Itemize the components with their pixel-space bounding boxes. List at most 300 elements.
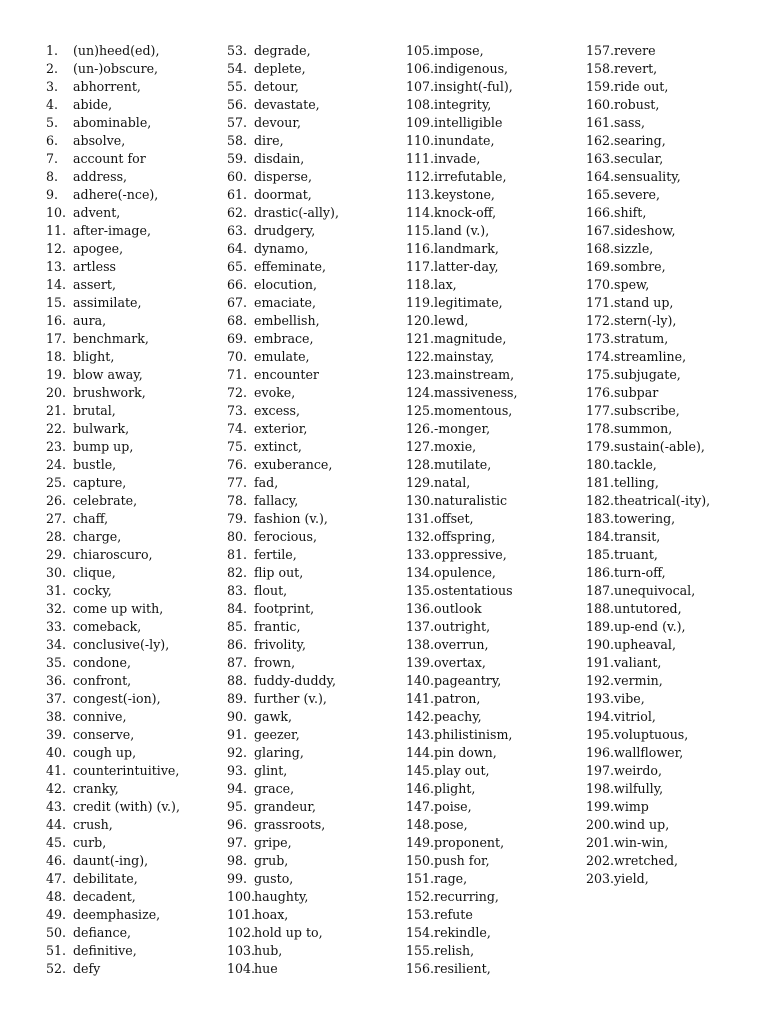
list-item — [46, 366, 180, 384]
item-number: 49. — [46, 907, 67, 922]
list-item — [406, 546, 518, 564]
list-item — [586, 294, 710, 312]
item-word: keystone, — [434, 187, 495, 202]
item-number: 178. — [586, 421, 615, 436]
list-item — [227, 852, 339, 870]
item-number: 149. — [406, 835, 435, 850]
item-word: up-end (v.), — [614, 619, 686, 634]
list-item — [227, 222, 339, 240]
list-item — [46, 168, 180, 186]
item-word: advent, — [73, 205, 121, 220]
item-word: streamline, — [614, 349, 687, 364]
item-word: conclusive(-ly), — [73, 637, 170, 652]
item-number: 103. — [227, 943, 256, 958]
item-word: wretched, — [614, 853, 679, 868]
item-word: chiaroscuro, — [73, 547, 153, 562]
item-word: cranky, — [73, 781, 119, 796]
item-number: 108. — [406, 97, 435, 112]
item-number: 185. — [586, 547, 615, 562]
item-word: weirdo, — [614, 763, 662, 778]
item-number: 198. — [586, 781, 615, 796]
item-word: wilfully, — [614, 781, 664, 796]
list-item — [227, 816, 339, 834]
item-number: 19. — [46, 367, 67, 382]
item-number: 127. — [406, 439, 435, 454]
item-number: 181. — [586, 475, 615, 490]
item-number: 151. — [406, 871, 435, 886]
list-item — [46, 834, 180, 852]
item-word: searing, — [614, 133, 666, 148]
item-number: 197. — [586, 763, 615, 778]
list-item — [406, 762, 518, 780]
item-number: 21. — [46, 403, 67, 418]
item-number: 34. — [46, 637, 67, 652]
list-item — [46, 492, 180, 510]
item-word: absolve, — [73, 133, 126, 148]
list-item — [406, 852, 518, 870]
item-word: moxie, — [434, 439, 477, 454]
item-word: artless — [73, 259, 116, 274]
item-number: 62. — [227, 205, 248, 220]
item-word: grace, — [254, 781, 295, 796]
item-word: clique, — [73, 565, 116, 580]
item-word: fallacy, — [254, 493, 299, 508]
item-word: stern(-ly), — [614, 313, 677, 328]
list-item — [586, 78, 710, 96]
item-word: dire, — [254, 133, 284, 148]
item-number: 119. — [406, 295, 435, 310]
item-number: 24. — [46, 457, 67, 472]
item-number: 203. — [586, 871, 615, 886]
list-item — [586, 114, 710, 132]
list-item — [406, 672, 518, 690]
item-word: landmark, — [434, 241, 499, 256]
item-number: 41. — [46, 763, 67, 778]
item-word: abide, — [73, 97, 113, 112]
item-word: telling, — [614, 475, 659, 490]
item-word: severe, — [614, 187, 661, 202]
item-number: 137. — [406, 619, 435, 634]
item-word: push for, — [434, 853, 490, 868]
item-number: 156. — [406, 961, 435, 976]
list-item — [227, 258, 339, 276]
word-column-3 — [406, 42, 518, 978]
list-item — [406, 78, 518, 96]
item-word: effeminate, — [254, 259, 326, 274]
list-item — [406, 942, 518, 960]
item-word: voluptuous, — [614, 727, 689, 742]
list-item — [227, 672, 339, 690]
item-word: pageantry, — [434, 673, 502, 688]
item-word: after-image, — [73, 223, 151, 238]
list-item — [406, 510, 518, 528]
list-item — [227, 492, 339, 510]
item-number: 157. — [586, 43, 615, 58]
item-word: magnitude, — [434, 331, 507, 346]
list-item — [46, 906, 180, 924]
item-number: 129. — [406, 475, 435, 490]
item-number: 12. — [46, 241, 67, 256]
item-word: revere — [614, 43, 656, 58]
list-item — [406, 330, 518, 348]
list-item — [227, 240, 339, 258]
item-word: adhere(-nce), — [73, 187, 159, 202]
list-item — [46, 960, 180, 978]
list-item — [586, 780, 710, 798]
item-word: footprint, — [254, 601, 315, 616]
item-word: celebrate, — [73, 493, 138, 508]
list-item — [227, 744, 339, 762]
item-number: 33. — [46, 619, 67, 634]
list-item — [227, 690, 339, 708]
item-number: 106. — [406, 61, 435, 76]
list-item — [586, 726, 710, 744]
item-number: 80. — [227, 529, 248, 544]
item-number: 170. — [586, 277, 615, 292]
item-number: 69. — [227, 331, 248, 346]
item-number: 29. — [46, 547, 67, 562]
item-number: 121. — [406, 331, 435, 346]
list-item — [227, 924, 339, 942]
list-item — [406, 438, 518, 456]
list-item — [227, 438, 339, 456]
item-word: glint, — [254, 763, 288, 778]
list-item — [586, 96, 710, 114]
item-word: ride out, — [614, 79, 669, 94]
item-word: gawk, — [254, 709, 292, 724]
item-word: latter-day, — [434, 259, 499, 274]
item-word: defy — [73, 961, 101, 976]
list-item — [586, 852, 710, 870]
list-item — [227, 780, 339, 798]
item-number: 47. — [46, 871, 67, 886]
item-number: 147. — [406, 799, 435, 814]
list-item — [586, 582, 710, 600]
item-number: 82. — [227, 565, 248, 580]
list-item — [586, 276, 710, 294]
item-number: 37. — [46, 691, 67, 706]
item-word: devastate, — [254, 97, 320, 112]
item-number: 158. — [586, 61, 615, 76]
item-number: 118. — [406, 277, 435, 292]
item-word: stratum, — [614, 331, 669, 346]
item-number: 30. — [46, 565, 67, 580]
list-item — [227, 78, 339, 96]
item-number: 171. — [586, 295, 615, 310]
item-number: 15. — [46, 295, 67, 310]
item-number: 190. — [586, 637, 615, 652]
list-item — [46, 654, 180, 672]
item-word: come up with, — [73, 601, 164, 616]
list-item — [46, 762, 180, 780]
item-number: 101. — [227, 907, 256, 922]
item-number: 68. — [227, 313, 248, 328]
item-word: haughty, — [254, 889, 309, 904]
list-item — [586, 402, 710, 420]
item-number: 162. — [586, 133, 615, 148]
item-word: disperse, — [254, 169, 313, 184]
item-number: 7. — [46, 151, 59, 166]
item-word: congest(-ion), — [73, 691, 161, 706]
item-word: impose, — [434, 43, 484, 58]
item-number: 146. — [406, 781, 435, 796]
item-word: charge, — [73, 529, 122, 544]
list-item — [46, 294, 180, 312]
item-number: 18. — [46, 349, 67, 364]
list-item — [406, 906, 518, 924]
list-item — [227, 798, 339, 816]
item-word: conserve, — [73, 727, 135, 742]
item-word: address, — [73, 169, 128, 184]
item-word: definitive, — [73, 943, 137, 958]
list-item — [46, 582, 180, 600]
item-word: counterintuitive, — [73, 763, 180, 778]
item-word: capture, — [73, 475, 127, 490]
item-word: offspring, — [434, 529, 496, 544]
item-word: (un)heed(ed), — [73, 43, 160, 58]
item-number: 140. — [406, 673, 435, 688]
item-number: 184. — [586, 529, 615, 544]
item-number: 88. — [227, 673, 248, 688]
item-number: 75. — [227, 439, 248, 454]
item-number: 189. — [586, 619, 615, 634]
item-word: mainstream, — [434, 367, 515, 382]
item-number: 161. — [586, 115, 615, 130]
list-item — [46, 852, 180, 870]
list-item — [586, 798, 710, 816]
item-word: indigenous, — [434, 61, 509, 76]
list-item — [406, 726, 518, 744]
item-word: hoax, — [254, 907, 289, 922]
item-number: 169. — [586, 259, 615, 274]
item-number: 200. — [586, 817, 615, 832]
item-word: ostentatious — [434, 583, 513, 598]
list-item — [586, 204, 710, 222]
list-item — [406, 528, 518, 546]
list-item — [46, 150, 180, 168]
item-number: 142. — [406, 709, 435, 724]
item-word: subpar — [614, 385, 659, 400]
list-item — [46, 276, 180, 294]
item-number: 195. — [586, 727, 615, 742]
list-item — [46, 708, 180, 726]
item-word: abominable, — [73, 115, 152, 130]
item-number: 79. — [227, 511, 248, 526]
item-word: glaring, — [254, 745, 304, 760]
item-number: 57. — [227, 115, 248, 130]
list-item — [46, 888, 180, 906]
item-number: 38. — [46, 709, 67, 724]
item-number: 6. — [46, 133, 59, 148]
item-number: 174. — [586, 349, 615, 364]
list-item — [227, 726, 339, 744]
item-number: 14. — [46, 277, 67, 292]
item-word: frown, — [254, 655, 296, 670]
item-word: philistinism, — [434, 727, 513, 742]
item-number: 164. — [586, 169, 615, 184]
item-word: spew, — [614, 277, 650, 292]
item-word: assert, — [73, 277, 116, 292]
item-word: defiance, — [73, 925, 132, 940]
list-item — [406, 888, 518, 906]
item-number: 83. — [227, 583, 248, 598]
item-word: truant, — [614, 547, 658, 562]
item-word: subscribe, — [614, 403, 680, 418]
list-item — [586, 690, 710, 708]
item-word: apogee, — [73, 241, 124, 256]
item-word: decadent, — [73, 889, 136, 904]
item-word: untutored, — [614, 601, 682, 616]
item-number: 40. — [46, 745, 67, 760]
item-number: 115. — [406, 223, 435, 238]
item-number: 138. — [406, 637, 435, 652]
item-word: sass, — [614, 115, 645, 130]
list-item — [586, 366, 710, 384]
item-word: outlook — [434, 601, 482, 616]
list-item — [227, 618, 339, 636]
list-item — [46, 816, 180, 834]
item-word: credit (with) (v.), — [73, 799, 180, 814]
item-word: patron, — [434, 691, 481, 706]
item-number: 44. — [46, 817, 67, 832]
item-word: aura, — [73, 313, 107, 328]
list-item — [406, 294, 518, 312]
list-item — [227, 312, 339, 330]
item-word: bulwark, — [73, 421, 130, 436]
list-item — [46, 600, 180, 618]
item-number: 116. — [406, 241, 435, 256]
item-word: doormat, — [254, 187, 312, 202]
item-number: 50. — [46, 925, 67, 940]
item-number: 148. — [406, 817, 435, 832]
item-number: 122. — [406, 349, 435, 364]
item-word: chaff, — [73, 511, 109, 526]
item-number: 22. — [46, 421, 67, 436]
item-word: abhorrent, — [73, 79, 141, 94]
item-number: 81. — [227, 547, 248, 562]
item-number: 112. — [406, 169, 435, 184]
list-item — [586, 258, 710, 276]
list-item — [406, 114, 518, 132]
list-item — [406, 42, 518, 60]
item-number: 160. — [586, 97, 615, 112]
item-number: 173. — [586, 331, 615, 346]
item-number: 126. — [406, 421, 435, 436]
item-word: opulence, — [434, 565, 496, 580]
item-word: hub, — [254, 943, 283, 958]
list-item — [46, 474, 180, 492]
item-word: ferocious, — [254, 529, 317, 544]
list-item — [227, 366, 339, 384]
item-word: sombre, — [614, 259, 666, 274]
item-word: -monger, — [434, 421, 491, 436]
item-number: 99. — [227, 871, 248, 886]
item-word: bump up, — [73, 439, 134, 454]
item-word: play out, — [434, 763, 490, 778]
list-item — [406, 744, 518, 762]
list-item — [46, 330, 180, 348]
item-word: gusto, — [254, 871, 294, 886]
list-item — [586, 186, 710, 204]
list-item — [227, 348, 339, 366]
item-word: plight, — [434, 781, 476, 796]
list-item — [406, 924, 518, 942]
item-word: evoke, — [254, 385, 296, 400]
list-item — [227, 420, 339, 438]
item-number: 78. — [227, 493, 248, 508]
list-item — [46, 348, 180, 366]
list-item — [227, 132, 339, 150]
item-word: irrefutable, — [434, 169, 507, 184]
item-number: 73. — [227, 403, 248, 418]
item-number: 16. — [46, 313, 67, 328]
item-word: grassroots, — [254, 817, 326, 832]
item-word: recurring, — [434, 889, 499, 904]
item-word: hold up to, — [254, 925, 323, 940]
item-word: crush, — [73, 817, 113, 832]
item-word: secular, — [614, 151, 664, 166]
list-item — [586, 762, 710, 780]
list-item — [46, 546, 180, 564]
list-item — [227, 384, 339, 402]
list-item — [46, 78, 180, 96]
item-number: 155. — [406, 943, 435, 958]
list-item — [46, 618, 180, 636]
item-word: oppressive, — [434, 547, 507, 562]
item-number: 186. — [586, 565, 615, 580]
list-item — [406, 960, 518, 978]
item-number: 94. — [227, 781, 248, 796]
item-number: 194. — [586, 709, 615, 724]
item-number: 135. — [406, 583, 435, 598]
list-item — [227, 330, 339, 348]
list-item — [46, 870, 180, 888]
item-number: 192. — [586, 673, 615, 688]
list-item — [46, 690, 180, 708]
item-number: 77. — [227, 475, 248, 490]
list-item — [227, 60, 339, 78]
list-item — [586, 150, 710, 168]
item-word: (un-)obscure, — [73, 61, 159, 76]
list-item — [227, 636, 339, 654]
item-word: towering, — [614, 511, 676, 526]
item-number: 60. — [227, 169, 248, 184]
list-item — [406, 618, 518, 636]
item-number: 8. — [46, 169, 59, 184]
item-word: assimilate, — [73, 295, 142, 310]
item-word: lax, — [434, 277, 457, 292]
list-item — [227, 906, 339, 924]
item-word: yield, — [614, 871, 649, 886]
item-number: 109. — [406, 115, 435, 130]
list-item — [406, 348, 518, 366]
item-number: 48. — [46, 889, 67, 904]
item-word: wind up, — [614, 817, 670, 832]
list-item — [406, 798, 518, 816]
item-word: wimp — [614, 799, 649, 814]
item-number: 76. — [227, 457, 248, 472]
item-word: blight, — [73, 349, 115, 364]
list-item — [406, 456, 518, 474]
list-item — [406, 150, 518, 168]
item-number: 131. — [406, 511, 435, 526]
item-number: 10. — [46, 205, 67, 220]
list-item — [586, 42, 710, 60]
item-word: rage, — [434, 871, 468, 886]
list-item — [406, 222, 518, 240]
item-number: 176. — [586, 385, 615, 400]
item-number: 201. — [586, 835, 615, 850]
